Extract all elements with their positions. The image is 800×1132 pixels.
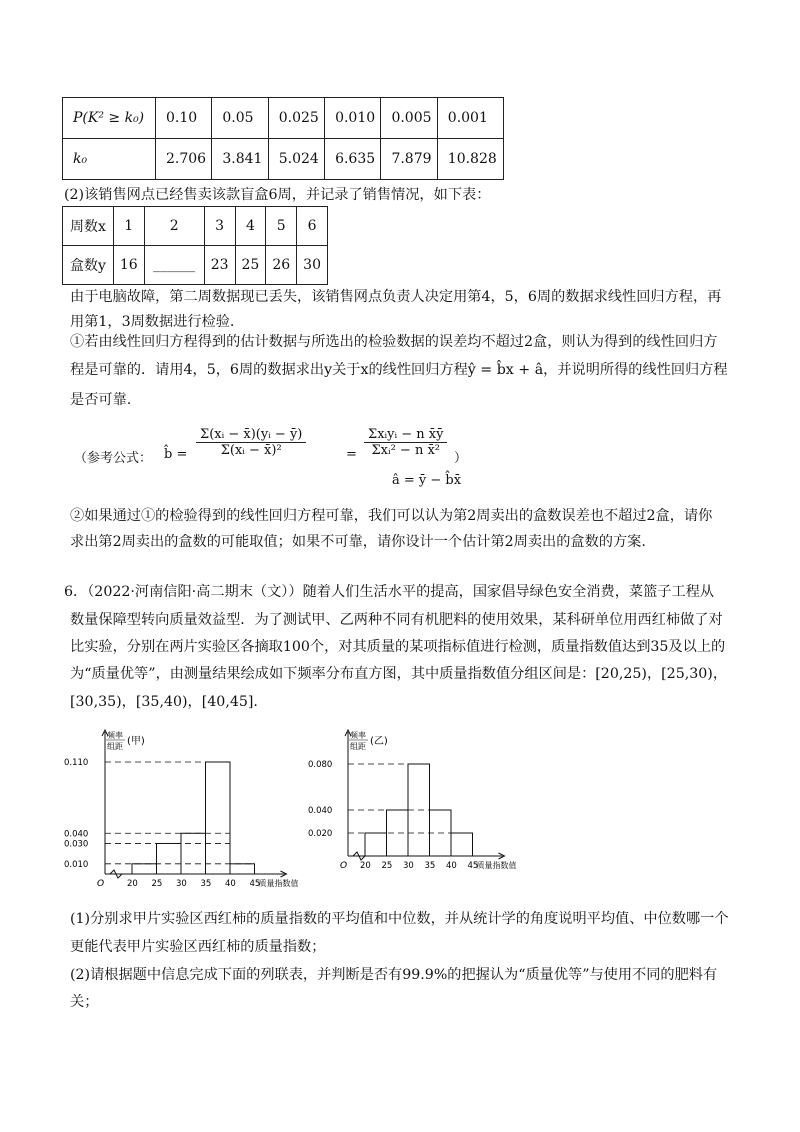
y-tick-label: 0.110 xyxy=(64,758,89,768)
question-6-text: 6．（2022·河南信阳·高二期末（文））随着人们生活水平的提高，国家倡导绿色安全消费，菜篮子工程从 xyxy=(64,584,715,600)
table-cell: 0.10 xyxy=(156,98,212,139)
paragraph: 求出第2周卖出的盒数的可能取值；如果不可靠，请你设计一个估计第2周卖出的盒数的方案. xyxy=(70,534,646,550)
formula-denominator: Σxᵢ² − n x̄² xyxy=(371,443,440,458)
origin-label: O xyxy=(340,861,348,871)
histogram-bar xyxy=(206,762,231,874)
table-cell: 1 xyxy=(113,207,144,246)
x-tick-label: 30 xyxy=(176,879,187,889)
sales-table xyxy=(62,206,328,285)
reference-formula xyxy=(74,425,674,495)
y-tick-label: 0.080 xyxy=(308,760,333,770)
x-axis-label: 质量指数值 xyxy=(476,861,517,870)
table-row xyxy=(63,98,504,139)
table-cell-label: 周数x xyxy=(63,207,114,246)
chart-title: (甲) xyxy=(127,736,145,747)
y-tick-label: 0.030 xyxy=(64,839,89,850)
table-cell: 6 xyxy=(297,207,328,246)
chart-title: (乙) xyxy=(370,736,388,747)
y-tick-label: 0.010 xyxy=(64,859,89,870)
paragraph: ①若由线性回归方程得到的估计数据与所选出的检验数据的误差均不超过2盒，则认为得到的线性回归方 xyxy=(70,334,718,350)
x-tick-label: 20 xyxy=(127,879,138,889)
table-cell: 4 xyxy=(235,207,266,246)
table-row xyxy=(63,207,328,246)
y-tick-label: 0.040 xyxy=(308,806,333,816)
y-axis-label-top: 频率 xyxy=(107,731,123,740)
x-tick-label: 35 xyxy=(200,879,212,889)
x-tick-label: 25 xyxy=(151,879,163,889)
y-axis-label-top: 频率 xyxy=(350,731,366,740)
critical-value-table xyxy=(62,97,504,180)
table-row xyxy=(63,246,328,285)
table-cell: 0.005 xyxy=(381,98,437,139)
table-cell: 3 xyxy=(204,207,235,246)
paragraph: ②如果通过①的检验得到的线性回归方程可靠，我们可以认为第2周卖出的盒数误差也不超过2盒，请你 xyxy=(70,508,713,524)
table-cell: 0.05 xyxy=(212,98,268,139)
table-cell: 7.879 xyxy=(381,139,437,180)
y-axis-label-bottom: 组距 xyxy=(350,742,366,751)
sub-question-2: 关； xyxy=(70,994,99,1010)
origin-label: O xyxy=(97,879,105,889)
x-tick-label: 25 xyxy=(381,861,393,871)
table-cell-label: 盒数y xyxy=(63,246,114,285)
paragraph: 程是可靠的．请用4，5，6周的数据求出y关于x的线性回归方程ŷ = b̂x + â，并说明所得的线性回归方程 xyxy=(70,362,728,378)
table-cell: 25 xyxy=(235,246,266,285)
x-tick-label: 40 xyxy=(446,861,457,871)
y-tick-label: 0.040 xyxy=(64,829,89,840)
table-cell: 23 xyxy=(204,246,235,285)
x-axis-label: 质量指数值 xyxy=(258,879,299,888)
table-cell: 3.841 xyxy=(212,139,268,180)
paragraph: 由于电脑故障，第二周数据现已丢失，该销售网点负责人决定用第4，5，6周的数据求线性回归方程，再 xyxy=(70,289,722,305)
table-row xyxy=(63,139,504,180)
formula-equals: = xyxy=(346,447,357,462)
table-cell: 0.010 xyxy=(325,98,381,139)
formula-a-hat: â = ȳ − b̂x̄ xyxy=(392,473,462,488)
paragraph: 是否可靠. xyxy=(70,392,132,408)
x-tick-label: 45 xyxy=(467,861,479,871)
table-cell-label: P(K² ≥ k₀) xyxy=(63,98,156,139)
question-6-text: [30,35)，[35,40)，[40,45]. xyxy=(70,694,258,710)
formula-close: ） xyxy=(454,451,468,466)
table-cell: 30 xyxy=(297,246,328,285)
sub-question-2: (2)请根据题中信息完成下面的列联表，并判断是否有99.9%的把握认为“质量优等”与使用不同的肥料有 xyxy=(70,967,718,983)
table-cell: 5.024 xyxy=(268,139,324,180)
formula-denominator: Σ(xᵢ − x̄)² xyxy=(220,443,282,458)
histogram-jia xyxy=(60,722,333,902)
histogram-bar xyxy=(181,833,206,874)
table-cell: 2 xyxy=(144,207,204,246)
question-6-text: 数量保障型转向质量效益型．为了测试甲、乙两种不同有机肥料的使用效果，某科研单位用西红柿做了对 xyxy=(70,612,723,628)
table-cell: 0.001 xyxy=(437,98,503,139)
formula-fraction-1 xyxy=(196,427,306,458)
formula-b-hat: b̂ = xyxy=(164,447,188,462)
sub-question-1: 更能代表甲片实验区西红柿的质量指数； xyxy=(70,939,326,955)
y-tick-label: 0.020 xyxy=(308,829,333,839)
formula-label: （参考公式： xyxy=(74,451,153,466)
table-cell: 10.828 xyxy=(437,139,503,180)
table-cell: 0.025 xyxy=(268,98,324,139)
x-tick-label: 30 xyxy=(403,861,414,871)
x-tick-label: 35 xyxy=(424,861,436,871)
question-6-text: 为“质量优等”，由测量结果绘成如下频率分布直方图，其中质量指数值分组区间是：[20,25)，[25,30)， xyxy=(70,666,728,682)
paragraph: 用第1，3周数据进行检验. xyxy=(70,314,235,330)
table-cell: 5 xyxy=(266,207,297,246)
x-tick-label: 20 xyxy=(360,861,371,871)
formula-numerator: Σ(xᵢ − x̄)(yᵢ − ȳ) xyxy=(196,427,306,443)
x-tick-label: 45 xyxy=(249,879,261,889)
table-cell-label: k₀ xyxy=(63,139,156,180)
formula-numerator: Σxᵢyᵢ − n x̄ȳ xyxy=(364,427,447,443)
x-tick-label: 40 xyxy=(225,879,236,889)
histogram-bar xyxy=(451,833,473,856)
y-axis-label-bottom: 组距 xyxy=(107,742,123,751)
table-cell: 26 xyxy=(266,246,297,285)
table-cell: 16 xyxy=(113,246,144,285)
table-cell: 6.635 xyxy=(325,139,381,180)
question-6-text: 比实验，分别在两片实验区各摘取100个，对其质量的某项指标值进行检测，质量指数值达到35及以上的 xyxy=(70,639,726,655)
sub-question-1: (1)分别求甲片实验区西红柿的质量指数的平均值和中位数，并从统计学的角度说明平均值、中位数哪一个 xyxy=(70,911,729,927)
table-cell: ______ xyxy=(144,246,204,285)
histogram-bar xyxy=(132,864,157,874)
histogram-bar xyxy=(230,864,255,874)
histogram-bar xyxy=(365,833,387,856)
histogram-yi xyxy=(300,722,550,902)
table-cell: 2.706 xyxy=(156,139,212,180)
question-2-intro: (2)该销售网点已经售卖该款盲盒6周，并记录了销售情况，如下表： xyxy=(64,187,491,203)
histogram-bar xyxy=(157,843,182,874)
formula-fraction-2 xyxy=(364,427,447,458)
